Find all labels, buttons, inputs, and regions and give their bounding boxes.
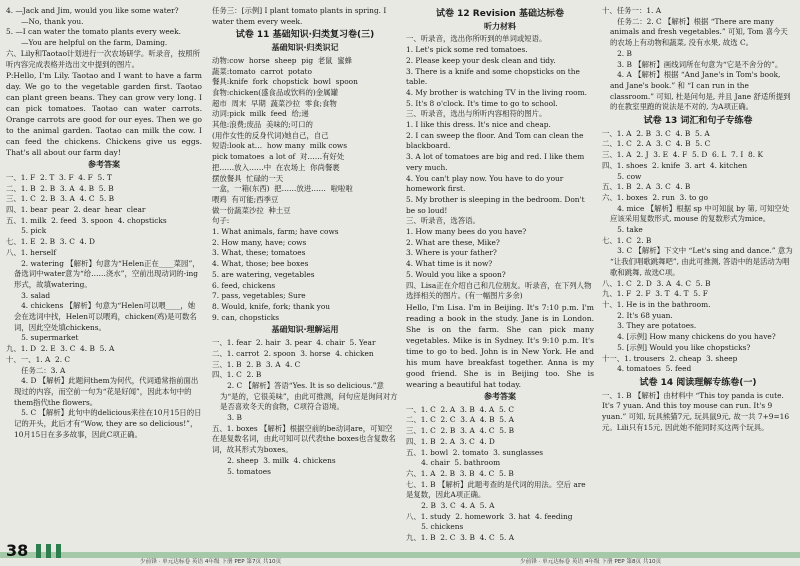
text-line: 超市 周末 早期 蔬菜沙拉 零食;食物 <box>212 98 337 108</box>
text-line: 5. —I can water the tomato plants every week. <box>6 27 181 37</box>
text-line: —You are helpful on the farm, Daming. <box>14 38 168 48</box>
footer-stripe <box>56 544 61 558</box>
text-line: 二、1. B 2. B 3. A 4. B 5. B <box>6 183 114 193</box>
section-subtitle: 基础知识·归类识记 <box>271 43 339 53</box>
section-subtitle: 听力材料 <box>484 21 516 31</box>
text-line: 九、1. B 2. C 3. B 4. C 5. A <box>406 533 515 543</box>
text-line: 三、1. C 2. B 3. A 4. C 5. B <box>406 426 515 436</box>
text-line: 1. What animals, farm; have cows <box>212 227 339 237</box>
text-line: 4. D 【解析】此题问them为何代，代词通常指前面出现过的内容，而空前一句为“花是好闻”，因此本句中的them指代the flowers。 <box>14 376 199 407</box>
text-line: 一、1. B 【解析】由材料中 “This toy panda is cute. It's 7 yuan. And this toy mouse can run. It's 9 yuan.” 可知, 玩具熊猫7元, 玩具鼠9元, 故一共 7+9=16 元。Lili只有15元, 因此她不能同时买这两个玩具。 <box>602 390 792 432</box>
text-line: 2. I can sweep the floor. And Tom can clean the blackboard. <box>406 130 586 151</box>
text-line: 5. My brother is sleeping in the bedroom. Don't be so loud! <box>406 194 587 215</box>
text-line: 2. sheep 3. milk 4. chickens <box>220 455 336 465</box>
section-title: 试卷 13 词汇和句子专练卷 <box>643 116 753 127</box>
text-line: 5. Would you like a spoon? <box>406 269 506 279</box>
text-line: 五、1. boxes 【解析】根据空前的be动词are，可知空在是复数名词，由此可知可以代表the boxes也含复数名词，故其形式为boxes。 <box>212 423 396 455</box>
text-line: 餐具:knife fork chopstick bowl spoon <box>212 77 358 87</box>
text-line: pick tomatoes a lot of 对……有好处 <box>212 152 345 162</box>
text-line: 3. B <box>220 413 242 423</box>
text-line: 2. watering 【解析】句意为“Helen正在____菜园”，备选词中water意为“给……浇水”，空前出现动词的-ing形式，故填watering。 <box>14 258 200 289</box>
section-title: 试卷 11 基础知识·归类复习卷(三) <box>235 30 375 41</box>
text-line: 动物:cow horse sheep pig 老鼠 蜜蜂 <box>212 55 353 65</box>
text-line: 四、1. C 2. B <box>212 370 262 380</box>
text-line: 4. tomatoes 5. feed <box>610 364 692 374</box>
text-line: 2. How many, have; cows <box>212 237 307 247</box>
footer-bar <box>0 552 800 558</box>
text-line: 9. can, chopsticks <box>212 312 280 322</box>
text-line: 十、一、1. A 2. C <box>6 354 71 364</box>
text-line: 2. B <box>610 48 632 58</box>
section-title: 试卷 14 阅读理解专练卷(一) <box>639 377 757 388</box>
text-line: 五、1. B 2. A 3. C 4. B <box>602 182 691 192</box>
text-line: 2. B 3. C 4. A 5. A <box>414 501 495 511</box>
text-line: 做一份蔬菜沙拉 种土豆 <box>212 205 291 215</box>
text-line: 蔬菜:tomato carrot potato <box>212 66 312 76</box>
text-line: 三、听录音，选答语。 <box>406 216 480 226</box>
text-line: 七、1. E 2. B 3. C 4. D <box>6 237 95 247</box>
text-line: 八、1. herself <box>6 247 57 257</box>
text-line: 一、1. C 2. A 3. B 4. A 5. C <box>406 404 514 414</box>
text-line: 十、1. He is in the bathroom. <box>602 299 711 309</box>
text-line: 八、1. C 2. D 3. A 4. C 5. B <box>602 278 711 288</box>
text-line: 任务二：3. A <box>14 365 66 375</box>
footer-note-left: 少前锋 · 单元达标卷 英语 4年级 下册 PEP 第7页 共10页 <box>140 559 282 565</box>
text-line: 任务二：2. C 【解析】根据 “There are many animals and fresh vegetables.” 可知, Tom 喜今天的农场上有动物和蔬菜, 没有水果, 故选 C。 <box>610 16 788 48</box>
text-line: 5. It's 8 o'clock. It's time to go to school. <box>406 98 558 108</box>
column-1 <box>6 6 202 540</box>
text-line: 九、1. D 2. E 3. C 4. B 5. A <box>6 344 115 354</box>
text-line: 5. pick <box>14 226 47 236</box>
text-line: 一、1. fear 2. hair 3. pear 4. chair 5. Year <box>212 338 376 348</box>
text-line: 3. They are potatoes. <box>610 321 697 331</box>
text-line: 六、1. A 2. B 3. B 4. C 5. B <box>406 468 514 478</box>
text-line: 2. C 【解析】答语“Yes. It is so delicious.”意为“是的，它很美味”，由此可推测，问句应是询问对方是否喜欢冬天的食物，C项符合语境。 <box>220 380 398 412</box>
text-line: 4. My brother is watching TV in the living room. <box>406 87 587 97</box>
text-line: 一、听录音，选出你所听到的单词或短语。 <box>406 34 547 44</box>
text-line: 2. It's 68 yuan. <box>610 310 673 320</box>
column-4 <box>602 6 794 540</box>
text-line: Hello, I'm Lisa. I'm in Beijing. It's 7:10 p.m. I'm reading a book in the study. Jane is in London. She is on the farm. She can pick many vegetables. Mike is in Sydney. It's 9:10 p.m. It's time to go to bed. John is in New York. He and his mum have breakfast together. Anna is my good friend. She is in Beijing too. She is wearing a beautiful hat today. <box>406 302 594 389</box>
text-line: 4. A 【解析】根据 “And Jane's in Tom's book, and Jane's book.” 和 “I can run in the classroom.” 可知, 杜是问句是, 并且 Jane 舒适所提到的在教室里跑的说法是不对的, 为A项正确。 <box>610 70 791 112</box>
text-line: 5. take <box>610 225 643 235</box>
text-line: 句子: <box>212 216 230 226</box>
text-line: 5. tomatoes <box>220 466 271 476</box>
column-3 <box>406 6 594 543</box>
section-subtitle: 基础知识·理解运用 <box>271 325 339 335</box>
section-subtitle: 参考答案 <box>88 160 120 170</box>
text-line: 1. Let's pick some red tomatoes. <box>406 45 528 55</box>
text-line: 4. mice 【解析】根据 sp 中可知鼠 by 第, 可知空处应该采用复数形式, mouse 的复数形式为mice。 <box>610 203 790 224</box>
text-line: 一盒，一箱(东西) 把……放进…… 啦啦啦 <box>212 184 353 194</box>
text-line: 6. feed, chickens <box>212 280 276 290</box>
text-line: 5. cow <box>610 171 642 181</box>
text-line: 2. Please keep your desk clean and tidy. <box>406 55 556 65</box>
text-line: 二、1. C 2. C 3. A 4. B 5. A <box>406 415 514 425</box>
text-line: 5. are watering, vegetables <box>212 269 315 279</box>
text-line: 四、1. B 2. A 3. C 4. D <box>406 436 495 446</box>
section-title: 试卷 12 Revision 基础达标卷 <box>436 9 564 19</box>
text-line: 九、1. F 2. F 3. T 4. T 5. F <box>602 289 708 299</box>
text-line: 4. chair 5. bathroom <box>414 458 501 468</box>
text-line: 二、1. carrot 2. spoon 3. horse 4. chicken <box>212 348 374 358</box>
page-number: 38 <box>6 541 29 560</box>
text-line: 七、1. C 2. B <box>602 235 652 245</box>
text-line: 3. Where is your father? <box>406 248 497 258</box>
text-line: 三、1. C 2. B 3. A 4. C 5. B <box>6 194 115 204</box>
text-line: 四、Lisa正在介绍自己和几位朋友。听录音，在下列人物选择相关的图片。(有一幅图片多余) <box>406 280 592 301</box>
text-line: 3. What, these; tomatoes <box>212 248 306 258</box>
text-line: 3. There is a knife and some chopsticks on the table. <box>406 66 583 87</box>
text-line: 3. salad <box>14 290 51 300</box>
text-line: 喂鸡 有可能;西季豆 <box>212 194 279 204</box>
text-line: 5. [示例] Would you like chopsticks? <box>610 342 751 352</box>
text-line: 四、1. bear pear 2. dear hear clear <box>6 205 146 215</box>
text-line: 4. —Jack and Jim, would you like some water? <box>6 6 179 15</box>
text-line: 八、1. study 2. homework 3. hat 4. feeding <box>406 511 573 521</box>
footer-note-right: 少前锋 · 单元达标卷 英语 4年级 下册 PEP 第8页 共10页 <box>520 559 662 565</box>
text-line: 五、1. milk 2. feed 3. spoon 4. chopsticks <box>6 215 167 225</box>
text-line: 3. A lot of tomatoes are big and red. I like them very much. <box>406 152 587 172</box>
text-line: 十一、1. trousers 2. cheap 3. sheep <box>602 353 738 363</box>
text-line: 摆放餐具 忙碌的一天 <box>212 173 284 183</box>
text-line: 其他:浪费;废品 美味的;可口的 <box>212 120 313 130</box>
text-line: 五、1. bowl 2. tomato 3. sunglasses <box>406 447 544 457</box>
text-line: 食物:chicken(盛食品或饮料的)金属罐 <box>212 87 338 97</box>
text-line: 四、1. shoes 2. knife 3. art 4. kitchen <box>602 160 748 170</box>
text-line: (用作女性的反身代词)她自己，自己 <box>212 130 329 140</box>
text-line: 3. C 【解析】下文中 “Let's sing and dance.” 意为 “让我们唱歌跳舞吧”, 由此可推测, 答语中的是活动为唱歌和跳舞, 故选C项。 <box>610 246 796 277</box>
text-line: 二、1. C 2. A 3. C 4. B 5. C <box>602 139 711 149</box>
text-line: 动词:pick milk feed 给;递 <box>212 109 309 119</box>
footer-stripe <box>46 544 51 558</box>
text-line: 5. chickens <box>414 522 464 532</box>
text-line: 4. What time is it now? <box>406 259 493 269</box>
text-line: 任务三：[示例] I plant tomato plants in spring. I water them every week. <box>212 6 389 26</box>
text-line: 把……放入……中 在农场上 你尚餐裹 <box>212 162 340 172</box>
text-line: 六、Lily和Taotao计划进行一次农场研学。听录音，按照所听内容完成表格并选出文中提到的图片。 <box>6 48 201 69</box>
text-line: 十、任务一：1. A <box>602 6 662 15</box>
text-line: 短语:look at… how many milk cows <box>212 141 348 151</box>
text-line: —No, thank you. <box>14 16 84 26</box>
text-line: 2. What are these, Mike? <box>406 237 500 247</box>
text-line: 一、1. A 2. B 3. C 4. B 5. A <box>602 128 710 138</box>
text-line: 1. How many bees do you have? <box>406 227 527 237</box>
text-line: 4. chickens 【解析】句意为“Helen可以喂____，她会在选词中找，Helen可以喂鸡，chicken(鸡)是可数名词，因此空处填chickens。 <box>14 301 197 332</box>
text-line: 4. What, those; bee boxes <box>212 259 309 269</box>
text-line: 4. [示例] How many chickens do you have? <box>610 332 776 342</box>
text-line: 三、听录音，选出与所听内容相符的图片。 <box>406 109 547 119</box>
section-subtitle: 参考答案 <box>484 391 516 401</box>
text-line: P:Hello, I'm Lily. Taotao and I want to have a farm day. We go to the vegetable garden first. Taotao can plant green beans. They can grow very long. I can pick tomatoes. Taotao can water carrots. Orange carrots are good for our eyes. Then we go to the animal garden. Taotao can milk the cow. I can feed the chickens. Chickens give us eggs. That's all about our farm day! <box>6 71 202 158</box>
text-line: 3. B 【解析】画线词所在句意为“它是不舍分的”。 <box>610 59 783 69</box>
page-footer <box>0 542 800 566</box>
text-line: 1. I like this dress. It's nice and cheap. <box>406 120 551 130</box>
text-line: 7. pass, vegetables; Sure <box>212 291 306 301</box>
text-line: 5. supermarket <box>14 333 79 343</box>
column-2 <box>212 6 398 540</box>
text-line: 七、1. B 【解析】此题考查的是代词的用法。空后 are 是复数，因此A项正确。 <box>406 479 589 500</box>
text-line: 一、1. F 2. T 3. F 4. F 5. T <box>6 172 112 182</box>
footer-stripe <box>36 544 41 558</box>
text-line: 8. Would, knife, fork; thank you <box>212 301 331 311</box>
text-line: 4. You can't play now. You have to do your homework first. <box>406 173 566 194</box>
text-line: 三、1. A 2. J 3. E 4. F 5. D 6. L 7. I 8. K <box>602 150 763 160</box>
text-line: 六、1. boxes 2. run 3. to go <box>602 192 708 202</box>
text-line: 三、1. B 2. B 3. A 4. C <box>212 359 301 369</box>
text-line: 5. C 【解析】此句中的delicious来往在10月15日的日记的开头，此后才有“Wow, they are so delicious!”，10月15日在多多故事，因此C项正确。 <box>14 408 202 439</box>
